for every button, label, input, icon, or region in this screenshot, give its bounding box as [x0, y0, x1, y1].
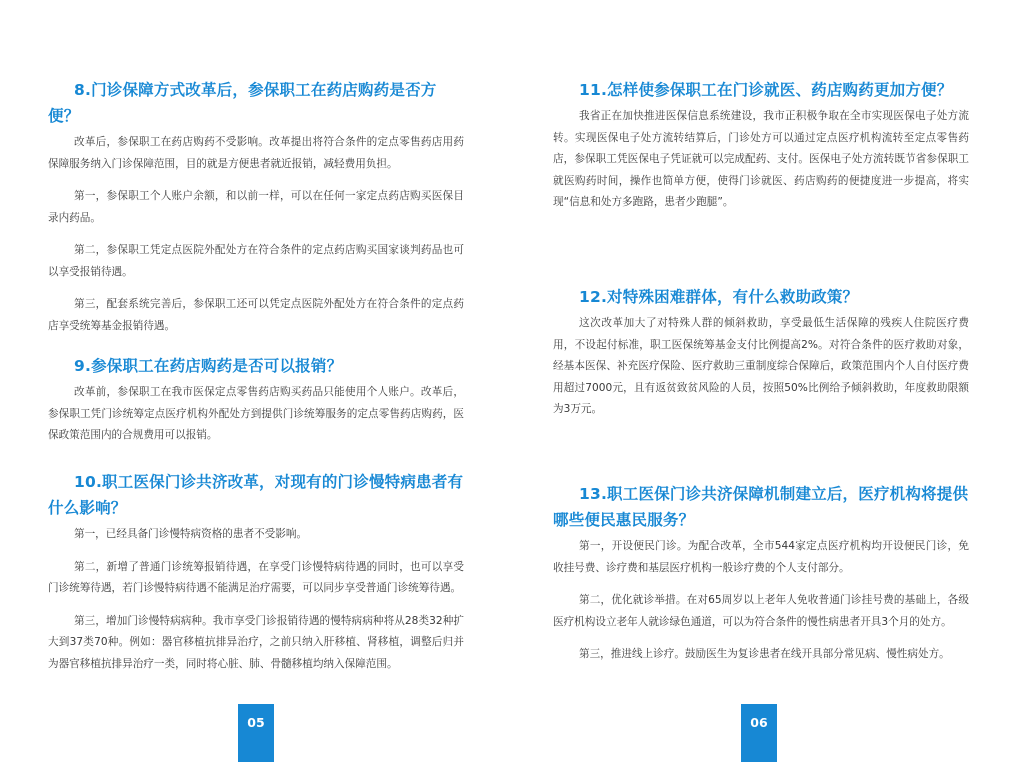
section-13 — [553, 481, 969, 666]
section-12 — [553, 284, 969, 421]
section-heading: 9.参保职工在药店购药是否可以报销？ — [74, 357, 343, 375]
paragraph: 第三，推进线上诊疗。鼓励医生为复诊患者在线开具部分常见病、慢性病处方。 — [579, 648, 950, 660]
section-heading: 12.对特殊困难群体，有什么救助政策？ — [579, 288, 859, 306]
paragraph: 第二，参保职工凭定点医院外配处方在符合条件的定点药店购买国家谈判药品也可以享受报销待遇。 — [48, 244, 464, 278]
section-heading: 11.怎样使参保职工在门诊就医、药店购药更加方便？ — [579, 81, 953, 99]
paragraph: 改革后，参保职工在药店购药不受影响。改革提出将符合条件的定点零售药店用药保障服务纳入门诊保障范围，目的就是方便患者就近报销，减轻费用负担。 — [48, 136, 464, 170]
section-heading: 13.职工医保门诊共济保障机制建立后，医疗机构将提供哪些便民惠民服务？ — [553, 485, 969, 529]
paragraph: 第一，已经具备门诊慢特病资格的患者不受影响。 — [74, 528, 308, 540]
paragraph: 我省正在加快推进医保信息系统建设，我市正积极争取在全市实现医保电子处方流转。实现医保电子处方流转结算后，门诊处方可以通过定点医疗机构流转至定点零售药店，参保职工凭医保电子凭证就可以完成配药、支付。医保电子处方流转既节省参保职工就医购药时间，操作也简单方便，使得门诊就医、药店购药的便捷度进一步提高，将实现“信息和处方多跑路，患者少跑腿”。 — [553, 110, 969, 208]
section-11 — [553, 77, 969, 214]
paragraph: 这次改革加大了对特殊人群的倾斜救助，享受最低生活保障的残疾人住院医疗费用，不设起付标准，职工医保统筹基金支付比例提高2%。对符合条件的医疗救助对象，经基本医保、补充医疗保险、医疗救助三重制度综合保障后，政策范围内个人自付医疗费用超过7000元，且有返贫致贫风险的人员，按照50%比例给予倾斜救助，年度救助限额为3万元。 — [553, 317, 969, 415]
page-number-badge: 06 — [741, 704, 777, 762]
section-heading: 10.职工医保门诊共济改革，对现有的门诊慢特病患者有什么影响？ — [48, 473, 464, 517]
paragraph: 第二，优化就诊举措。在对65周岁以上老年人免收普通门诊挂号费的基础上，各级医疗机构设立老年人就诊绿色通道，可以为符合条件的慢性病患者开具3个月的处方。 — [553, 594, 969, 628]
section-8 — [48, 77, 464, 337]
section-10 — [48, 469, 464, 675]
paragraph: 第二，新增了普通门诊统筹报销待遇，在享受门诊慢特病待遇的同时，也可以享受门诊统筹待遇，若门诊慢特病待遇不能满足治疗需要，可以同步享受普通门诊统筹待遇。 — [48, 560, 464, 594]
paragraph: 第一，参保职工个人账户余额，和以前一样，可以在任何一家定点药店购买医保目录内药品。 — [48, 190, 464, 224]
right-page — [553, 0, 969, 762]
paragraph: 改革前，参保职工在我市医保定点零售药店购买药品只能使用个人账户。改革后，参保职工凭门诊统筹定点医疗机构外配处方到提供门诊统筹服务的定点零售药店购药，医保政策范围内的合规费用可以报销。 — [48, 386, 464, 441]
paragraph: 第一，开设便民门诊。为配合改革，全市544家定点医疗机构均开设便民门诊，免收挂号费、诊疗费和基层医疗机构一般诊疗费的个人支付部分。 — [553, 540, 969, 574]
page-number-badge: 05 — [238, 704, 274, 762]
section-heading: 8.门诊保障方式改革后，参保职工在药店购药是否方便？ — [48, 81, 437, 125]
left-page — [48, 0, 464, 762]
paragraph: 第三，增加门诊慢特病病种。我市享受门诊报销待遇的慢特病病种将从28类32种扩大到37类70种。例如：器官移植抗排异治疗，之前只纳入肝移植、肾移植，调整后归并为器官移植抗排异治疗一类，同时将心脏、肺、骨髓移植均纳入保障范围。 — [48, 614, 464, 670]
paragraph: 第三，配套系统完善后，参保职工还可以凭定点医院外配处方在符合条件的定点药店享受统筹基金报销待遇。 — [48, 298, 464, 332]
section-9 — [48, 353, 464, 447]
